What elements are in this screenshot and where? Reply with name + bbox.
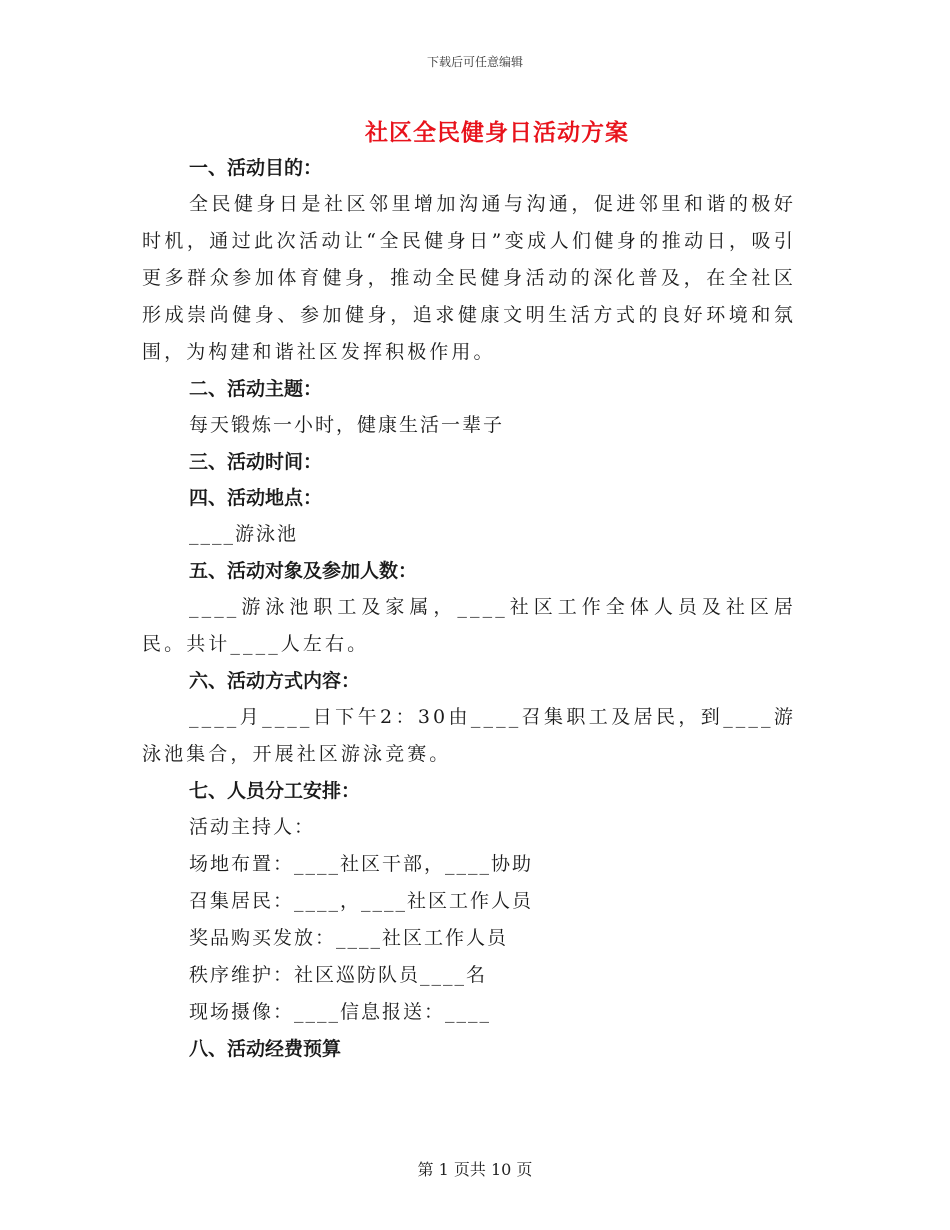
- section-heading-theme: 二、活动主题：: [189, 378, 323, 400]
- section-body-format: ____月____日下午2：30由____召集职工及居民，到____游泳池集合，开展社区游泳竞赛。: [142, 706, 796, 765]
- section-heading-staffing: 七、人员分工安排：: [189, 780, 361, 802]
- staffing-line-order: 秩序维护：社区巡防队员____名: [189, 964, 488, 986]
- section-heading-time: 三、活动时间：: [189, 451, 323, 473]
- document-body: [142, 150, 796, 1067]
- section-heading-location: 四、活动地点：: [189, 487, 323, 509]
- staffing-line-prizes: 奖品购买发放：____社区工作人员: [189, 927, 509, 949]
- section-heading-purpose: 一、活动目的：: [189, 157, 323, 179]
- section-heading-participants: 五、活动对象及参加人数：: [189, 560, 418, 582]
- page-footer: 第 1 页共 10 页: [417, 1160, 533, 1179]
- staffing-line-photography: 现场摄像：____信息报送：____: [189, 1001, 492, 1023]
- section-body-theme: 每天锻炼一小时，健康生活一辈子: [189, 414, 505, 436]
- section-body-participants: ____游泳池职工及家属，____社区工作全体人员及社区居民。共计____人左右。: [142, 596, 796, 655]
- page-header: 下载后可任意编辑: [426, 55, 523, 69]
- section-heading-format: 六、活动方式内容：: [189, 670, 361, 692]
- document-title: 社区全民健身日活动方案: [365, 119, 629, 146]
- staffing-line-host: 活动主持人：: [189, 816, 316, 838]
- section-body-purpose: 全民健身日是社区邻里增加沟通与沟通，促进邻里和谐的极好时机，通过此次活动让“全民健身日”变成人们健身的推动日，吸引更多群众参加体育健身，推动全民健身活动的深化普及，在全社区形成崇尚健身、参加健身，追求健康文明生活方式的良好环境和氛围，为构建和谐社区发挥积极作用。: [142, 193, 796, 363]
- section-heading-budget: 八、活动经费预算: [189, 1038, 342, 1060]
- staffing-line-residents: 召集居民：____，____社区工作人员: [189, 890, 534, 912]
- section-body-location: ____游泳池: [189, 523, 299, 545]
- staffing-line-venue: 场地布置：____社区干部，____协助: [189, 853, 534, 875]
